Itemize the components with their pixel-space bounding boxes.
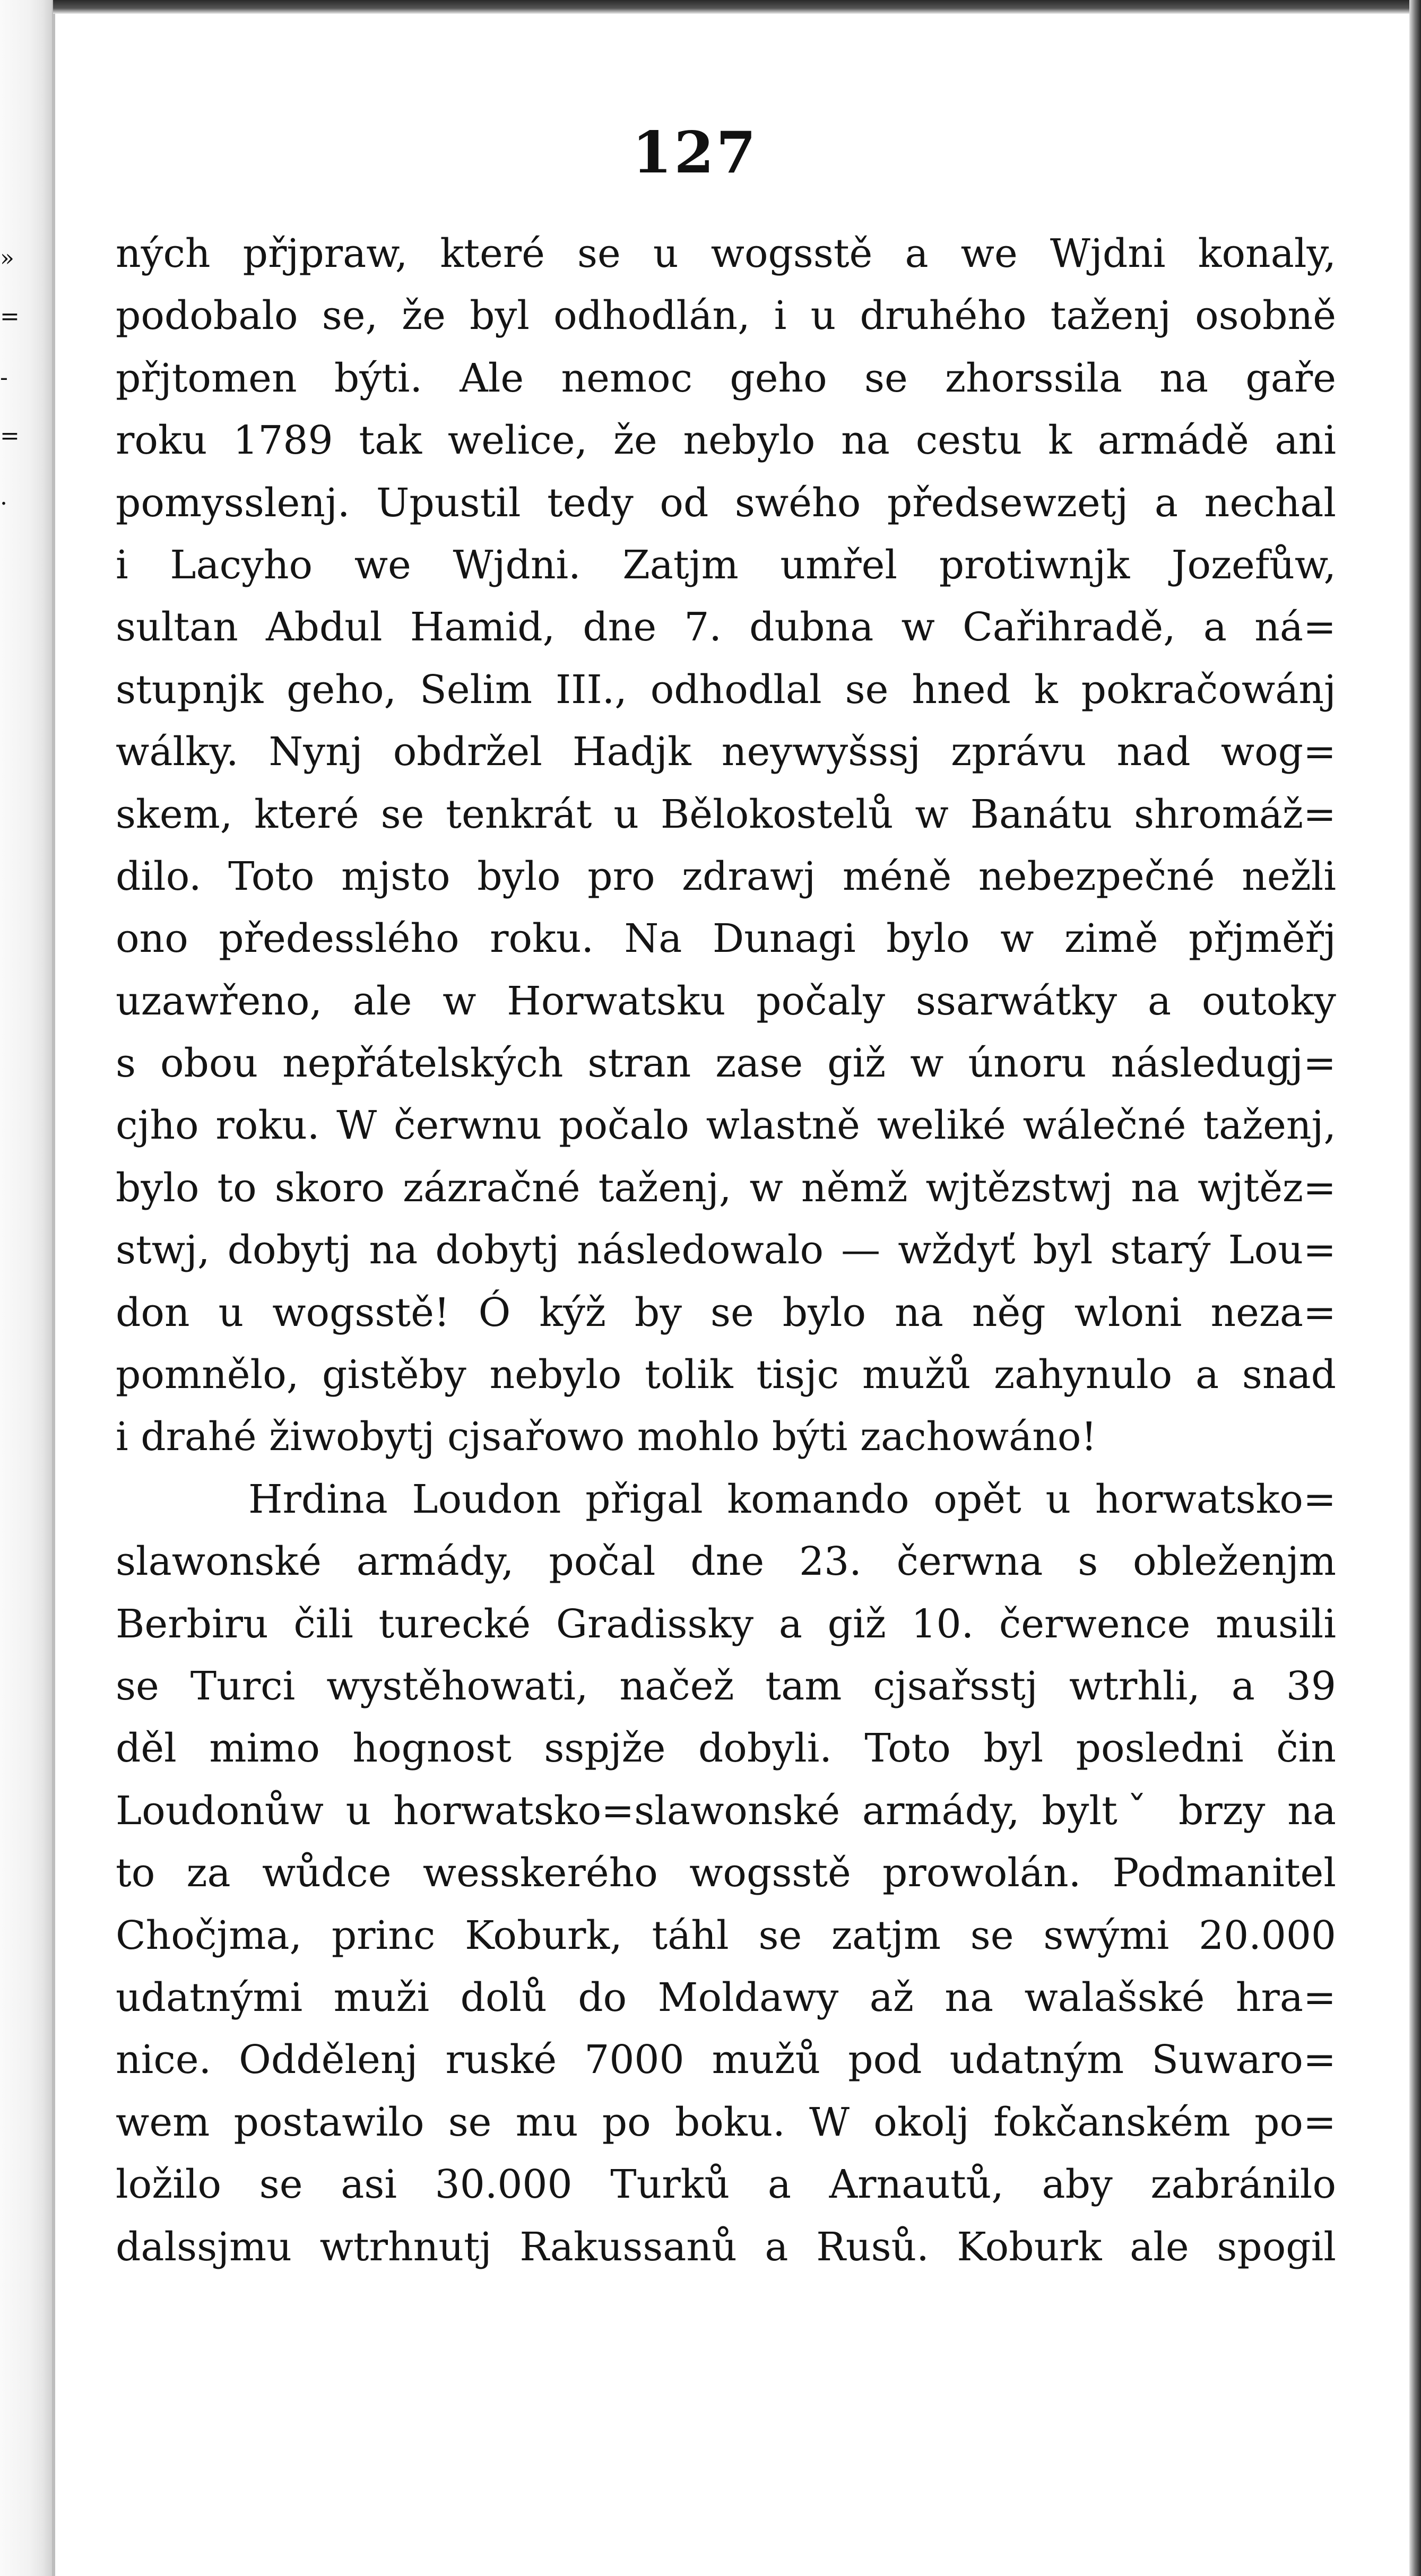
text-line: skem, které se tenkrát u Bělokostelů w Banátu shromáž= (116, 791, 1336, 837)
text-line: wálky. Nynj obdržel Hadjk neywyšssj zprávu nad wog= (116, 729, 1336, 775)
text-line: se Turci wystěhowati, načež tam cjsařsstj wtrhli, a 39 (116, 1663, 1336, 1709)
gutter-mark: » (0, 245, 14, 272)
gutter-mark: = (0, 303, 20, 330)
text-line: ložilo se asi 30.000 Turků a Arnautů, aby zabránilo (116, 2162, 1336, 2208)
page-number: 127 (632, 119, 758, 186)
text-line: cjho roku. W čerwnu počalo wlastně weliké wálečné taženj, (116, 1103, 1336, 1149)
text-line: roku 1789 tak welice, že nebylo na cestu k armádě ani (116, 418, 1336, 464)
top-edge-shadow (53, 0, 1421, 14)
text-line: i Lacyho we Wjdni. Zatjm umřel protiwnjk Jozefůw, (116, 542, 1336, 588)
text-line: děl mimo hognost sspjže dobyli. Toto byl posledni čin (116, 1725, 1336, 1772)
gutter-mark: = (0, 422, 20, 449)
gutter-mark: - (0, 364, 8, 391)
text-line: don u wogsstě! Ó kýž by se bylo na něg wloni neza= (116, 1289, 1336, 1335)
body-text (116, 223, 1336, 2278)
right-edge-shadow (1409, 0, 1421, 2576)
text-line: ono předesslého roku. Na Dunagi bylo w zimě přjměřj (116, 916, 1336, 962)
text-line: nice. Oddělenj ruské 7000 mužů pod udatným Suwaro= (116, 2037, 1336, 2083)
text-line: stupnjk geho, Selim III., odhodlal se hned k pokračowánj (116, 666, 1336, 713)
text-line: Chočjma, princ Koburk, táhl se zatjm se swými 20.000 (116, 1912, 1336, 1958)
text-line: Berbiru čili turecké Gradissky a giž 10. čerwence musili (116, 1601, 1336, 1647)
text-line: to za wůdce wesskerého wogsstě prowolán. Podmanitel (116, 1850, 1336, 1896)
text-line: stwj, dobytj na dobytj následowalo — wždyť byl starý Lou= (116, 1227, 1336, 1273)
text-line: ných přjpraw, které se u wogsstě a we Wjdni konaly, (116, 231, 1336, 276)
text-line: dilo. Toto mjsto bylo pro zdrawj méně nebezpečné nežli (116, 853, 1336, 899)
text-line: slawonské armády, počal dne 23. čerwna s obleženjm (116, 1539, 1336, 1585)
text-line: podobalo se, že byl odhodlán, i u druhého taženj osobně (116, 293, 1336, 339)
text-line: přjtomen býti. Ale nemoc geho se zhorssila na gaře (116, 355, 1336, 401)
text-line: sultan Abdul Hamid, dne 7. dubna w Cařihradě, a ná= (116, 604, 1336, 650)
binding-edge (52, 0, 55, 2576)
text-line: pomysslenj. Upustil tedy od swého předsewzetj a nechal (116, 480, 1336, 526)
text-line: s obou nepřátelských stran zase giž w únoru následugj= (116, 1040, 1336, 1087)
text-line: uzawřeno, ale w Horwatsku počaly ssarwátky a outoky (116, 978, 1336, 1024)
text-line: wem postawilo se mu po boku. W okolj fokčanském po= (116, 2099, 1336, 2145)
text-line: Loudonůw u horwatsko=slawonské armády, byltˇ brzy na (116, 1788, 1336, 1834)
text-line: Hrdina Loudon přigal komando opět u horwatsko= (248, 1476, 1336, 1522)
text-line: udatnými muži dolů do Moldawy až na walašské hra= (116, 1974, 1336, 2020)
text-line: i drahé žiwobytj cjsařowo mohlo býti zachowáno! (116, 1414, 1097, 1460)
gutter-mark: . (0, 483, 7, 510)
text-line: bylo to skoro zázračné taženj, w němž wjtězstwj na wjtěz= (116, 1165, 1336, 1211)
text-line: dalssjmu wtrhnutj Rakussanů a Rusů. Koburk ale spogil (116, 2224, 1336, 2270)
text-line: pomnělo, gistěby nebylo tolik tisjc mužů zahynulo a snad (116, 1352, 1336, 1398)
